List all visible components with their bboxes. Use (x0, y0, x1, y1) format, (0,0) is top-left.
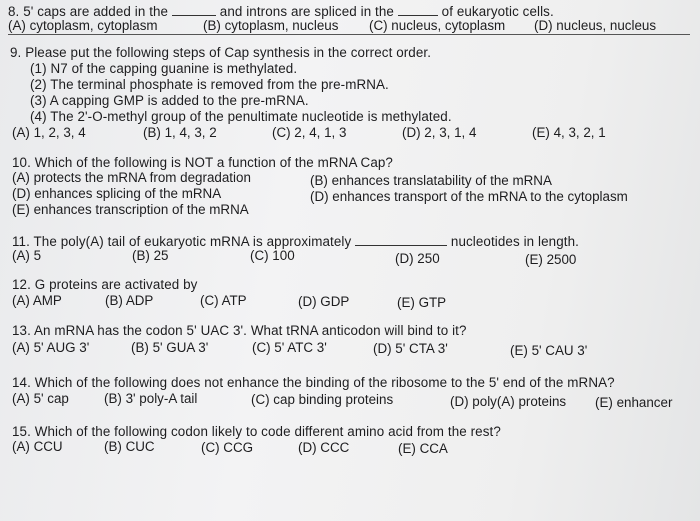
q11-option-e: (E) 2500 (525, 252, 577, 267)
q12-stem: 12. G proteins are activated by (12, 277, 198, 292)
q14-option-e: (E) enhancer (595, 395, 673, 410)
q11-blank (355, 233, 447, 246)
q9-step-4: (4) The 2'-O-methyl group of the penultimate nucleotide is methylated. (30, 109, 452, 124)
q13-stem: 13. An mRNA has the codon 5' UAC 3'. What tRNA anticodon will bind to it? (12, 323, 467, 338)
q10-stem: 10. Which of the following is NOT a function of the mRNA Cap? (12, 155, 393, 170)
q15-option-a: (A) CCU (12, 439, 63, 454)
q15-stem: 15. Which of the following codon likely to code different amino acid from the rest? (12, 424, 501, 439)
q13-option-e: (E) 5' CAU 3' (510, 343, 588, 358)
q14-option-b: (B) 3' poly-A tail (104, 391, 198, 406)
q10-option-e: (E) enhances transcription of the mRNA (12, 202, 249, 217)
q11-option-a: (A) 5 (12, 248, 42, 263)
q8-blank-2 (398, 3, 438, 16)
q9-option-e: (E) 4, 3, 2, 1 (532, 125, 606, 140)
q10-option-d1: (D) enhances splicing of the mRNA (12, 186, 222, 201)
q13-option-c: (C) 5' ATC 3' (252, 340, 327, 355)
q11-option-b: (B) 25 (132, 248, 169, 263)
q8-option-d: (D) nucleus, nucleus (534, 18, 657, 33)
q15-option-e: (E) CCA (398, 441, 448, 456)
q9-option-c: (C) 2, 4, 1, 3 (272, 125, 347, 140)
q11-option-d: (D) 250 (395, 251, 440, 266)
q9-option-a: (A) 1, 2, 3, 4 (12, 125, 86, 140)
q12-option-b: (B) ADP (105, 293, 154, 308)
q8-stem-part2: and introns are spliced in the (219, 4, 394, 19)
q10-option-d2: (D) enhances transport of the mRNA to the cytoplasm (310, 189, 628, 204)
q14-stem: 14. Which of the following does not enhance the binding of the ribosome to the 5' end of the mRNA? (12, 375, 615, 390)
q12-option-c: (C) ATP (200, 293, 247, 308)
q8-option-b: (B) cytoplasm, nucleus (203, 18, 339, 33)
q15-option-d: (D) CCC (298, 440, 350, 455)
q8-option-a: (A) cytoplasm, cytoplasm (8, 18, 158, 33)
q15-option-c: (C) CCG (201, 440, 254, 455)
q11-stem-part2: nucleotides in length. (450, 234, 579, 249)
q9-step-3: (3) A capping GMP is added to the pre-mRNA. (30, 93, 309, 108)
q15-option-b: (B) CUC (104, 439, 155, 454)
q9-step-1: (1) N7 of the capping guanine is methylated. (30, 61, 298, 76)
q11-stem (12, 233, 579, 250)
q13-option-a: (A) 5' AUG 3' (12, 340, 90, 355)
q9-option-b: (B) 1, 4, 3, 2 (143, 125, 217, 140)
q8-blank-1 (172, 3, 216, 16)
q8-stem-part3: of eukaryotic cells. (441, 4, 554, 19)
q14-option-c: (C) cap binding proteins (251, 392, 394, 407)
q11-stem-part1: 11. The poly(A) tail of eukaryotic mRNA is approximately (12, 234, 352, 249)
q10-option-a: (A) protects the mRNA from degradation (12, 170, 251, 185)
q10-option-b: (B) enhances translatability of the mRNA (310, 173, 552, 188)
q12-option-a: (A) AMP (12, 293, 62, 308)
q8-option-c: (C) nucleus, cytoplasm (369, 18, 506, 33)
q9-stem: 9. Please put the following steps of Cap synthesis in the correct order. (10, 45, 432, 60)
q13-option-b: (B) 5' GUA 3' (131, 340, 209, 355)
q9-step-2: (2) The terminal phosphate is removed from the pre-mRNA. (30, 77, 389, 92)
q13-option-d: (D) 5' CTA 3' (373, 341, 448, 356)
q9-option-d: (D) 2, 3, 1, 4 (402, 125, 477, 140)
q12-option-e: (E) GTP (397, 295, 447, 310)
q11-option-c: (C) 100 (250, 248, 295, 263)
q14-option-a: (A) 5' cap (12, 391, 69, 406)
q8-stem-part1: 8. 5' caps are added in the (8, 4, 169, 19)
q14-option-d: (D) poly(A) proteins (450, 394, 567, 409)
q8-underline (8, 34, 690, 35)
q12-option-d: (D) GDP (298, 294, 350, 309)
